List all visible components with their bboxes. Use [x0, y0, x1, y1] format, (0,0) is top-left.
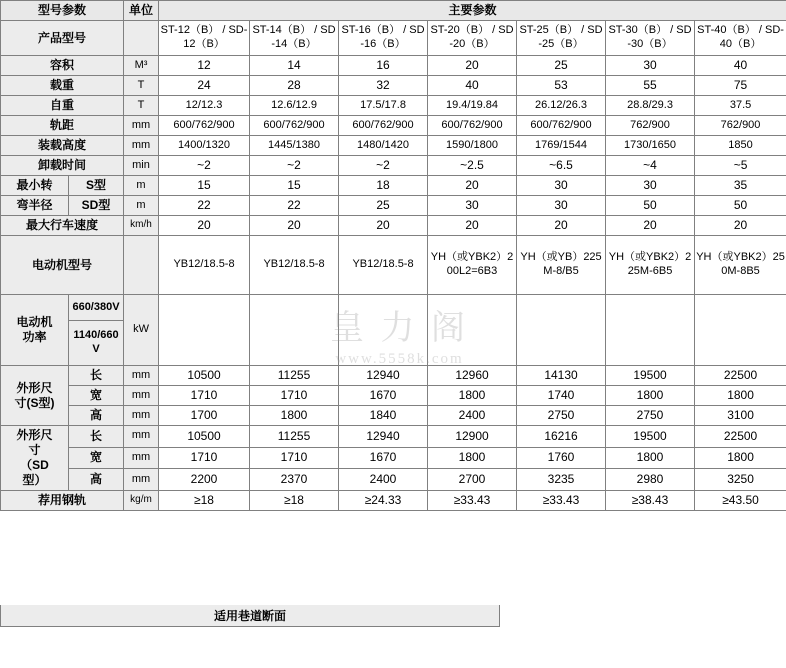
row-label-self-weight: 自重	[1, 96, 124, 116]
row-unit-height: mm	[124, 406, 159, 426]
row-label-turn-radius-line2: 弯半径	[1, 196, 69, 216]
value-cell: ~4	[606, 156, 695, 176]
value-cell: 19500	[606, 366, 695, 386]
table-row-tunnel-section-cropped: 适用巷道断面	[0, 605, 500, 627]
value-cell: 12900	[428, 426, 517, 448]
row-label-max-speed: 最大行车速度	[1, 216, 124, 236]
model-cell: ST-16（B） / SD-16（B）	[339, 21, 428, 56]
dim-sd-label-line3: （SD	[20, 458, 49, 472]
table-row-product-model	[1, 21, 786, 56]
value-cell: ~2	[250, 156, 339, 176]
value-cell: 30	[517, 196, 606, 216]
value-cell: 20	[428, 56, 517, 76]
table-row-volume	[1, 56, 786, 76]
value-cell: 12/12.3	[159, 96, 250, 116]
value-cell: 20	[606, 216, 695, 236]
row-sublabel-voltage-660-380: 660/380V	[69, 295, 124, 321]
motor-power-label-line2: 功率	[22, 330, 47, 344]
value-cell: 1769/1544	[517, 136, 606, 156]
row-unit-max-speed: km/h	[124, 216, 159, 236]
value-cell	[606, 295, 695, 366]
row-unit-length: mm	[124, 426, 159, 448]
value-cell: 22	[159, 196, 250, 216]
value-cell: 762/900	[606, 116, 695, 136]
row-label-load: 载重	[1, 76, 124, 96]
model-cell: ST-14（B） / SD-14（B）	[250, 21, 339, 56]
value-cell: 19500	[606, 426, 695, 448]
value-cell: 1800	[428, 386, 517, 406]
value-cell: 30	[606, 176, 695, 196]
value-cell: 12	[159, 56, 250, 76]
value-cell: 22	[250, 196, 339, 216]
row-unit-product-model	[124, 21, 159, 56]
value-cell	[428, 295, 517, 366]
watermark-line1: 皇 力 阁	[330, 310, 469, 347]
value-cell: 37.5	[695, 96, 786, 116]
value-cell: 18	[339, 176, 428, 196]
value-cell: 2370	[250, 469, 339, 491]
row-label-motor-model: 电动机型号	[1, 236, 124, 295]
value-cell: 1590/1800	[428, 136, 517, 156]
value-cell: 16	[339, 56, 428, 76]
model-cell: ST-40（B） / SD-40（B）	[695, 21, 786, 56]
row-label-loading-height: 装载高度	[1, 136, 124, 156]
row-sublabel-turn-radius-sd: SD型	[69, 196, 124, 216]
row-unit-motor-power: kW	[124, 295, 159, 366]
model-cell: ST-20（B） / SD-20（B）	[428, 21, 517, 56]
value-cell: 20	[250, 216, 339, 236]
value-cell	[695, 295, 786, 366]
row-unit-volume: M³	[124, 56, 159, 76]
value-cell: 1800	[428, 447, 517, 469]
value-cell: 1480/1420	[339, 136, 428, 156]
row-sublabel-turn-radius-s: S型	[69, 176, 124, 196]
value-cell: 2750	[517, 406, 606, 426]
value-cell: 55	[606, 76, 695, 96]
value-cell: ~6.5	[517, 156, 606, 176]
row-label-turn-radius-line1: 最小转	[1, 176, 69, 196]
table-row-turn-radius-sd	[1, 196, 786, 216]
value-cell: 19.4/19.84	[428, 96, 517, 116]
value-cell: 16216	[517, 426, 606, 448]
value-cell: ≥24.33	[339, 491, 428, 511]
dim-sd-label-line4: 型）	[22, 473, 47, 487]
value-cell: 20	[695, 216, 786, 236]
value-cell: 600/762/900	[339, 116, 428, 136]
value-cell	[339, 295, 428, 366]
table-row-max-speed	[1, 216, 786, 236]
value-cell: 1445/1380	[250, 136, 339, 156]
value-cell: 2700	[428, 469, 517, 491]
watermark-line2: www.5558k.com	[335, 351, 464, 367]
value-cell: 1670	[339, 447, 428, 469]
value-cell: 1800	[606, 447, 695, 469]
row-sublabel-height: 高	[69, 469, 124, 491]
table-row-dim-s-length	[1, 366, 786, 386]
value-cell: 35	[695, 176, 786, 196]
value-cell: ≥18	[250, 491, 339, 511]
value-cell: 15	[159, 176, 250, 196]
value-cell: 32	[339, 76, 428, 96]
value-cell: 1850	[695, 136, 786, 156]
value-cell: ≥18	[159, 491, 250, 511]
value-cell: 14	[250, 56, 339, 76]
value-cell	[517, 295, 606, 366]
row-label-dim-sd	[1, 426, 69, 491]
value-cell: 762/900	[695, 116, 786, 136]
value-cell: YB12/18.5-8	[159, 236, 250, 295]
table-row-loading-height	[1, 136, 786, 156]
dim-sd-label-line1: 外形尺	[16, 428, 53, 442]
value-cell: 14130	[517, 366, 606, 386]
row-unit-rail: kg/m	[124, 491, 159, 511]
row-label-volume: 容积	[1, 56, 124, 76]
value-cell: ≥33.43	[428, 491, 517, 511]
value-cell: 40	[695, 56, 786, 76]
value-cell: 10500	[159, 426, 250, 448]
row-sublabel-voltage-1140-660: 1140/660V	[69, 320, 124, 365]
row-unit-length: mm	[124, 366, 159, 386]
header-cell-model-params: 型号参数	[1, 1, 124, 21]
motor-power-label-line1: 电动机	[16, 315, 53, 329]
value-cell: 20	[339, 216, 428, 236]
value-cell: 11255	[250, 366, 339, 386]
value-cell: 20	[159, 216, 250, 236]
header-cell-unit: 单位	[124, 1, 159, 21]
value-cell: 3250	[695, 469, 786, 491]
value-cell	[250, 295, 339, 366]
value-cell: 1800	[695, 447, 786, 469]
row-unit-width: mm	[124, 447, 159, 469]
row-label-motor-power	[1, 295, 69, 366]
value-cell: ~2	[159, 156, 250, 176]
table-row-rail	[1, 491, 786, 511]
row-sublabel-width: 宽	[69, 386, 124, 406]
value-cell: 600/762/900	[159, 116, 250, 136]
value-cell: 1710	[159, 386, 250, 406]
value-cell: 1700	[159, 406, 250, 426]
value-cell: 25	[339, 196, 428, 216]
row-label-unload-time: 卸载时间	[1, 156, 124, 176]
value-cell: 1760	[517, 447, 606, 469]
row-label-dim-s	[1, 366, 69, 426]
value-cell: YH（或YBK2）225M-6B5	[606, 236, 695, 295]
row-label-rail: 荐用钢轨	[1, 491, 124, 511]
table-row-dim-sd-length	[1, 426, 786, 448]
value-cell: 1710	[250, 386, 339, 406]
value-cell: ~5	[695, 156, 786, 176]
row-unit-turn-radius-s: m	[124, 176, 159, 196]
row-unit-unload-time: min	[124, 156, 159, 176]
row-sublabel-height: 高	[69, 406, 124, 426]
table-row-motor-power-660-380v	[1, 295, 786, 321]
value-cell: 2980	[606, 469, 695, 491]
dim-s-label-line1: 外形尺	[16, 380, 53, 395]
value-cell: 2400	[339, 469, 428, 491]
table-row-gauge	[1, 116, 786, 136]
value-cell: ≥33.43	[517, 491, 606, 511]
value-cell: 26.12/26.3	[517, 96, 606, 116]
table-header-row	[1, 1, 786, 21]
value-cell: 2400	[428, 406, 517, 426]
value-cell: 17.5/17.8	[339, 96, 428, 116]
value-cell: 1670	[339, 386, 428, 406]
value-cell: ~2.5	[428, 156, 517, 176]
value-cell: 600/762/900	[250, 116, 339, 136]
value-cell: 12940	[339, 426, 428, 448]
value-cell: 24	[159, 76, 250, 96]
value-cell: 1840	[339, 406, 428, 426]
value-cell: 75	[695, 76, 786, 96]
row-unit-turn-radius-sd: m	[124, 196, 159, 216]
value-cell: 30	[606, 56, 695, 76]
value-cell: 2200	[159, 469, 250, 491]
value-cell: 40	[428, 76, 517, 96]
value-cell: YH（或YBK2）200L2=6B3	[428, 236, 517, 295]
value-cell: 22500	[695, 366, 786, 386]
value-cell: YB12/18.5-8	[250, 236, 339, 295]
value-cell: 50	[606, 196, 695, 216]
value-cell: 1710	[159, 447, 250, 469]
value-cell: 2750	[606, 406, 695, 426]
value-cell: ~2	[339, 156, 428, 176]
row-label-gauge: 轨距	[1, 116, 124, 136]
value-cell: YB12/18.5-8	[339, 236, 428, 295]
value-cell: 600/762/900	[517, 116, 606, 136]
table-row-dim-s-height	[1, 406, 786, 426]
value-cell: 20	[517, 216, 606, 236]
value-cell: YH（或YBK2）250M-8B5	[695, 236, 786, 295]
row-unit-gauge: mm	[124, 116, 159, 136]
value-cell: 50	[695, 196, 786, 216]
value-cell: 12960	[428, 366, 517, 386]
value-cell: 1730/1650	[606, 136, 695, 156]
value-cell: 28	[250, 76, 339, 96]
value-cell: 1710	[250, 447, 339, 469]
value-cell: 30	[428, 196, 517, 216]
row-unit-height: mm	[124, 469, 159, 491]
header-cell-main-params: 主要参数	[159, 1, 786, 21]
table-row-dim-sd-width	[1, 447, 786, 469]
row-sublabel-width: 宽	[69, 447, 124, 469]
table-row-unload-time	[1, 156, 786, 176]
value-cell: 600/762/900	[428, 116, 517, 136]
value-cell: 12940	[339, 366, 428, 386]
value-cell: 11255	[250, 426, 339, 448]
row-unit-motor-model	[124, 236, 159, 295]
dim-sd-label-line2: 寸	[28, 443, 41, 457]
row-sublabel-length: 长	[69, 366, 124, 386]
value-cell: ≥38.43	[606, 491, 695, 511]
value-cell: 20	[428, 216, 517, 236]
table-row-self-weight	[1, 96, 786, 116]
value-cell	[159, 295, 250, 366]
value-cell: 1800	[606, 386, 695, 406]
value-cell: 53	[517, 76, 606, 96]
model-cell: ST-30（B） / SD-30（B）	[606, 21, 695, 56]
row-unit-load: T	[124, 76, 159, 96]
value-cell: 12.6/12.9	[250, 96, 339, 116]
value-cell: 1800	[695, 386, 786, 406]
value-cell: 15	[250, 176, 339, 196]
row-unit-width: mm	[124, 386, 159, 406]
row-unit-self-weight: T	[124, 96, 159, 116]
table-row-dim-sd-height	[1, 469, 786, 491]
table-row-turn-radius-s	[1, 176, 786, 196]
dim-s-label-line2: 寸(S型)	[14, 395, 55, 410]
model-cell: ST-25（B） / SD-25（B）	[517, 21, 606, 56]
value-cell: 1800	[250, 406, 339, 426]
row-label-product-model: 产品型号	[1, 21, 124, 56]
value-cell: YH（或YB）225M-8/B5	[517, 236, 606, 295]
value-cell: 25	[517, 56, 606, 76]
row-unit-loading-height: mm	[124, 136, 159, 156]
value-cell: 1740	[517, 386, 606, 406]
value-cell: 22500	[695, 426, 786, 448]
table-row-dim-s-width	[1, 386, 786, 406]
value-cell: 3100	[695, 406, 786, 426]
value-cell: 10500	[159, 366, 250, 386]
value-cell: 1400/1320	[159, 136, 250, 156]
value-cell: 3235	[517, 469, 606, 491]
value-cell: 30	[517, 176, 606, 196]
value-cell: ≥43.50	[695, 491, 786, 511]
value-cell: 28.8/29.3	[606, 96, 695, 116]
table-row-motor-model	[1, 236, 786, 295]
value-cell: 20	[428, 176, 517, 196]
model-cell: ST-12（B） / SD-12（B）	[159, 21, 250, 56]
table-row-load	[1, 76, 786, 96]
row-sublabel-length: 长	[69, 426, 124, 448]
